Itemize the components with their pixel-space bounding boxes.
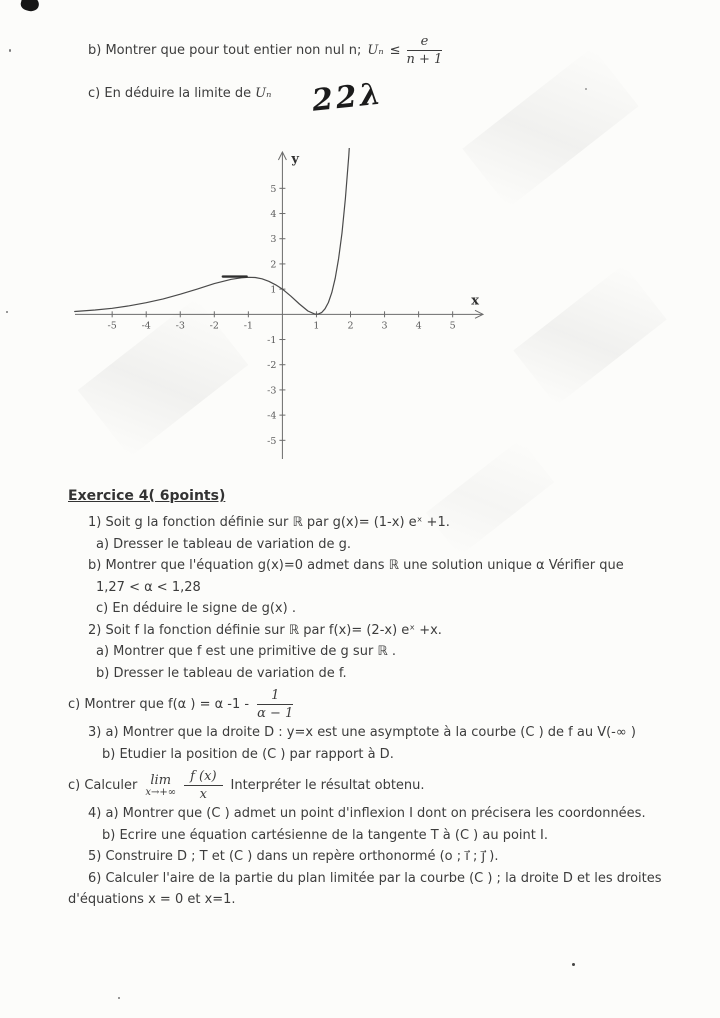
scan-smudge	[513, 264, 666, 405]
fraction-e-over-n-plus-1	[407, 34, 443, 67]
exercise-line: c) En déduire le signe de g(x) .	[96, 601, 296, 616]
function-graph	[73, 148, 485, 463]
exercise-lines-group-1	[68, 516, 708, 681]
tick-label: 1	[313, 320, 320, 332]
exercise-line: 2) Soit f la fonction définie sur ℝ par f(x)= (2-x) eˣ +x.	[88, 622, 442, 638]
exercise-line: 4) a) Montrer que (C ) admet un point d'inflexion I dont on précisera les coordonnées.	[88, 806, 646, 821]
tick-label: -2	[209, 320, 219, 332]
tick-label: 4	[415, 320, 422, 332]
question-c-text: c) En déduire la limite de	[88, 86, 252, 101]
tick-label: 3	[381, 320, 388, 332]
tick-label: 5	[449, 320, 456, 332]
limit-calculation-line	[68, 769, 708, 802]
fraction-1-over-alpha-minus-1	[257, 688, 293, 721]
exercise-lines-group-2	[68, 726, 708, 762]
question-b-line	[88, 34, 442, 67]
scan-artifact-blob	[19, 0, 40, 13]
tick-label: -1	[243, 320, 253, 332]
tick-label: -1	[267, 335, 277, 347]
fraction-denominator: x	[199, 787, 207, 802]
exercise-line: b) Etudier la position de (C ) par rapport à D.	[102, 746, 394, 762]
function-graph-container	[73, 148, 485, 467]
handwritten-mark: 22λ	[310, 76, 386, 119]
fraction-fx-over-x	[184, 769, 222, 802]
leq-symbol: ≤	[389, 43, 401, 58]
falpha-equation-line	[68, 688, 708, 721]
tick-label: 4	[270, 209, 277, 221]
scan-artifact	[585, 88, 587, 90]
tick-label: -5	[267, 435, 277, 447]
exercise-4-section	[68, 488, 708, 915]
scan-artifact	[572, 963, 575, 966]
tick-label: 5	[270, 183, 277, 195]
limit-suffix: Interpréter le résultat obtenu.	[230, 778, 425, 793]
exercise-line: 5) Construire D ; T et (C ) dans un repère orthonormé (o ; i⃗ ; j⃗ ).	[88, 849, 499, 864]
fraction-denominator: α − 1	[257, 706, 294, 721]
fraction-numerator: 1	[257, 688, 293, 705]
exercise-line: 6) Calculer l'aire de la partie du plan limitée par la courbe (C ) ; la droite D et les droites	[88, 870, 662, 886]
exercise-line: b) Dresser le tableau de variation de f.	[96, 665, 347, 681]
exercise-title: Exercice 4( 6points)	[68, 488, 226, 504]
tick-label: -5	[107, 320, 117, 332]
limit-prefix: c) Calculer	[68, 778, 138, 793]
exercise-line: 3) a) Montrer que la droite D : y=x est une asymptote à la courbe (C ) de f au V(-∞ )	[88, 725, 636, 740]
function-curve	[75, 148, 351, 314]
scan-artifact	[118, 997, 120, 999]
tick-label: 2	[270, 259, 277, 271]
exercise-lines-group-3	[68, 807, 708, 908]
exercise-line: a) Dresser le tableau de variation de g.	[96, 536, 352, 552]
exercise-line: b) Montrer que l'équation g(x)=0 admet dans ℝ une solution unique α Vérifier que	[88, 558, 624, 573]
question-b-text: b) Montrer que pour tout entier non nul n;	[88, 43, 362, 58]
sequence-variable: Uₙ	[255, 86, 272, 101]
fraction-numerator: e	[407, 34, 443, 51]
lim-subscript: x→+∞	[145, 787, 177, 798]
fraction-denominator: n + 1	[406, 52, 443, 67]
fraction-numerator: f (x)	[184, 769, 222, 786]
tick-label: -3	[175, 320, 185, 332]
tick-label: 2	[347, 320, 354, 332]
exercise-line: 1) Soit g la fonction définie sur ℝ par g(x)= (1-x) eˣ +1.	[88, 515, 450, 530]
x-axis-label: x	[471, 293, 479, 309]
falpha-prefix: c) Montrer que f(α ) = α -1 -	[68, 697, 250, 712]
tick-label: -3	[267, 385, 277, 397]
limit-operator	[145, 773, 176, 798]
y-axis-label: y	[291, 152, 299, 167]
sequence-variable: Uₙ	[367, 43, 384, 58]
exercise-line: a) Montrer que f est une primitive de g sur ℝ .	[96, 644, 396, 659]
tick-label: -4	[267, 410, 277, 422]
tick-label: 3	[270, 234, 277, 246]
tick-label: -4	[141, 320, 151, 332]
tick-label: 1	[270, 284, 277, 296]
exercise-line: b) Ecrire une équation cartésienne de la tangente T à (C ) au point I.	[102, 827, 548, 843]
exercise-line: d'équations x = 0 et x=1.	[68, 892, 236, 907]
lim-label: lim	[150, 773, 172, 788]
scan-artifact	[9, 49, 11, 52]
scan-artifact	[6, 311, 8, 313]
exercise-line: 1,27 < α < 1,28	[96, 579, 201, 595]
question-c-line	[88, 86, 271, 101]
tick-label: -2	[267, 360, 277, 372]
scan-smudge	[462, 47, 638, 208]
